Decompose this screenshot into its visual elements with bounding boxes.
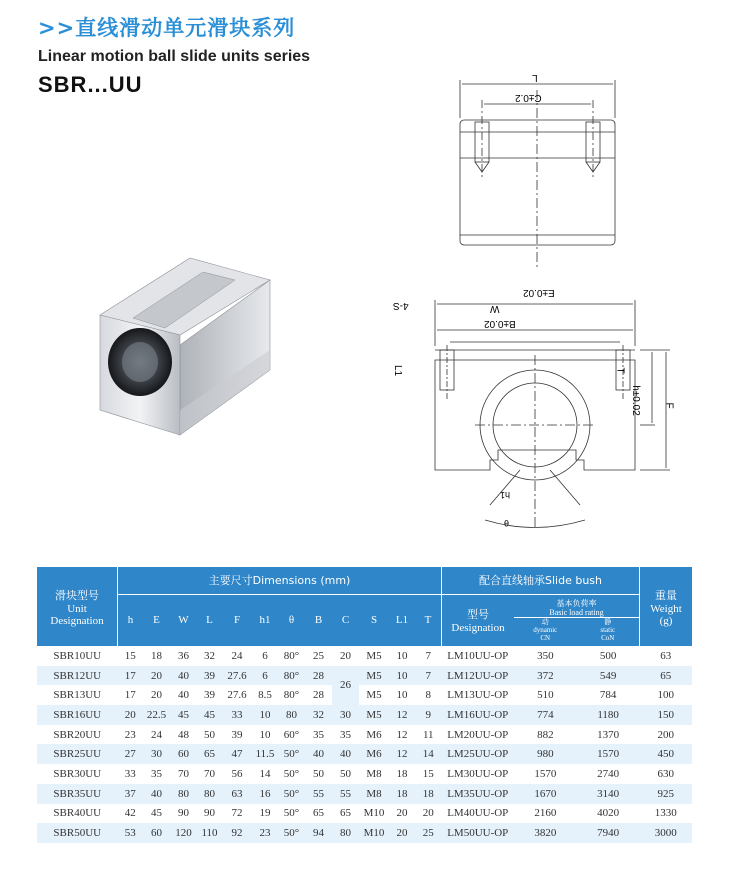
cell-weight: 200 [657,728,674,741]
cell-W: 60 [170,744,197,764]
cell-W: 90 [178,807,189,820]
label-theta: θ [504,518,510,528]
cell-B: 50 [313,767,324,780]
cell-B: 28 [313,689,324,702]
cell-dyn: 350 [537,649,554,662]
cell-F: 39 [231,728,243,741]
cell-L1: 12 [389,705,415,725]
cell-weight: 925 [640,784,693,804]
cell-C: 26 [332,666,359,705]
cell-S: M10 [363,807,385,820]
label-E: E±0.02 [523,287,555,298]
col-static: 静 static CoN [600,617,616,642]
cell-L1: 18 [389,784,415,804]
cell-weight: 65 [640,666,693,686]
cell-stat: 784 [599,689,617,702]
cell-S: M8 [359,784,389,804]
cell-h: 17 [118,666,144,686]
cell-E: 35 [151,767,162,780]
cell-W: 36 [178,649,189,662]
cell-bush: LM12UU-OP [442,666,515,686]
cell-L1: 12 [396,728,408,741]
cell-h: 42 [124,807,136,820]
cell-theta: 50° [278,823,305,843]
cell-weight: 450 [640,744,693,764]
table-row [37,646,692,666]
cell-dyn: 3820 [514,823,577,843]
col-unit: 滑块型号 Unit Designation [37,567,118,646]
cell-L1: 20 [389,823,415,843]
col-bush-designation: 型号 Designation [442,594,515,646]
col-C: C [332,594,359,646]
cell-L: 39 [197,666,222,686]
cell-L1: 10 [396,689,408,702]
cell-h1: 6 [252,666,278,686]
cell-stat: 1570 [577,744,640,764]
cell-T: 20 [422,807,434,820]
cell-B: 55 [305,784,332,804]
cell-dyn: 882 [537,728,554,741]
cell-E: 45 [151,807,162,820]
cell-dyn: 510 [537,689,554,702]
cell-h: 23 [124,728,136,741]
group-dimensions: 主要尺寸Dimensions (mm) [118,567,442,594]
label-W: W [490,303,500,314]
cell-h1: 10 [259,728,271,741]
cell-B: 35 [313,728,324,741]
table-row [37,784,692,804]
cell-theta: 80 [278,705,305,725]
cell-unit: SBR40UU [53,807,102,820]
cell-weight: 1330 [654,807,677,820]
cell-E: 24 [151,728,162,741]
cell-B: 65 [313,807,324,820]
cell-unit: SBR12UU [37,666,118,686]
col-load-rating: 基本负荷率 Basic load rating 动 dynamic CN 静 static CoN [514,594,640,646]
cell-L: 32 [204,649,215,662]
cell-S: M5 [359,666,389,686]
table-row [37,823,692,843]
cell-L1: 12 [389,744,415,764]
table-row [37,685,692,705]
title-english: Linear motion ball slide units series [38,48,311,65]
cell-S: M6 [359,744,389,764]
slide-unit-photo [85,250,295,440]
cell-F: 33 [222,705,252,725]
label-h1: h1 [500,490,511,500]
cell-h1: 23 [252,823,278,843]
cell-W: 40 [178,689,189,702]
cell-h1: 14 [259,767,271,780]
col-theta: θ [278,594,305,646]
cell-theta: 80° [283,649,300,662]
cell-h: 17 [124,689,136,702]
cell-h: 37 [118,784,144,804]
cell-unit: SBR35UU [37,784,118,804]
cell-C: 80 [332,823,359,843]
cell-C: 50 [340,767,351,780]
cell-F: 27.6 [222,666,252,686]
cell-stat: 549 [577,666,640,686]
col-h: h [118,594,144,646]
cell-theta: 50° [283,767,300,780]
label-h: h±0.02 [629,385,641,416]
cell-theta: 50° [278,744,305,764]
cell-C: 40 [332,744,359,764]
label-L-top: L [532,72,538,83]
cell-dyn: 372 [514,666,577,686]
table-row [37,705,692,725]
col-h1: h1 [252,594,278,646]
cell-dyn: 1570 [534,767,557,780]
cell-stat: 2740 [597,767,620,780]
cell-unit: SBR25UU [37,744,118,764]
cell-bush: LM25UU-OP [442,744,515,764]
cell-W: 120 [170,823,197,843]
cell-dyn: 1670 [514,784,577,804]
cell-dyn: 774 [514,705,577,725]
cell-T: 25 [415,823,442,843]
cell-h: 53 [118,823,144,843]
cell-unit: SBR50UU [37,823,118,843]
cell-T: 11 [422,728,434,741]
cell-L: 80 [197,784,222,804]
cell-theta: 50° [283,807,300,820]
cell-F: 92 [222,823,252,843]
cell-W: 40 [170,666,197,686]
cell-E: 20 [143,666,170,686]
cell-h1: 16 [252,784,278,804]
cell-S: M5 [359,705,389,725]
group-bush: 配合直线轴承Slide bush [442,567,640,594]
cell-L: 39 [204,689,215,702]
cell-E: 20 [151,689,162,702]
table-row [37,764,692,784]
cell-E: 40 [143,784,170,804]
cell-theta: 60° [283,728,300,741]
cell-B: 28 [305,666,332,686]
col-W: W [170,594,197,646]
cell-T: 8 [425,689,431,702]
cell-F: 24 [231,649,243,662]
cell-S: M5 [366,649,382,662]
cell-h1: 11.5 [252,744,278,764]
cell-bush: LM35UU-OP [442,784,515,804]
cell-S: M5 [366,689,382,702]
cell-E: 30 [143,744,170,764]
cell-L: 45 [197,705,222,725]
cell-theta: 50° [278,784,305,804]
cell-T: 7 [425,649,431,662]
cell-unit: SBR30UU [53,767,102,780]
cell-bush: LM13UU-OP [447,689,509,702]
cell-T: 14 [415,744,442,764]
cell-L1: 20 [396,807,408,820]
cell-B: 32 [305,705,332,725]
cell-B: 94 [305,823,332,843]
cell-h1: 10 [252,705,278,725]
cell-S: M8 [366,767,382,780]
cell-theta: 80° [278,666,305,686]
cell-bush: LM20UU-OP [447,728,509,741]
col-E: E [143,594,170,646]
cell-E: 22.5 [143,705,170,725]
cell-h1: 8.5 [258,689,272,702]
title-chinese: >>直线滑动单元滑块系列 [38,16,296,40]
cell-bush: LM16UU-OP [442,705,515,725]
label-4S: 4-S [393,300,409,311]
cell-weight: 3000 [640,823,693,843]
cell-C: 35 [340,728,351,741]
cell-W: 70 [178,767,189,780]
col-S: S [359,594,389,646]
cell-E: 60 [143,823,170,843]
cell-dyn: 980 [514,744,577,764]
cell-stat: 1370 [597,728,620,741]
cell-weight: 100 [657,689,674,702]
cell-dyn: 2160 [534,807,557,820]
cell-unit: SBR13UU [53,689,102,702]
cell-L: 50 [204,728,215,741]
cell-h: 33 [124,767,136,780]
cell-F: 27.6 [227,689,247,702]
col-L: L [197,594,222,646]
cell-weight: 150 [640,705,693,725]
table-row [37,804,692,824]
cell-bush: LM40UU-OP [447,807,509,820]
cell-W: 48 [178,728,189,741]
cell-T: 15 [422,767,434,780]
model-series: SBR...UU [38,72,143,97]
cell-stat: 4020 [597,807,620,820]
cell-C: 30 [332,705,359,725]
cell-F: 72 [231,807,243,820]
cell-unit: SBR16UU [37,705,118,725]
cell-stat: 1180 [577,705,640,725]
cell-stat: 7940 [577,823,640,843]
cell-h: 15 [124,649,136,662]
cell-W: 45 [170,705,197,725]
cell-unit: SBR10UU [53,649,102,662]
label-F: F [663,402,675,409]
col-B: B [305,594,332,646]
cell-S: M10 [359,823,389,843]
cell-bush: LM50UU-OP [442,823,515,843]
cell-E: 18 [151,649,162,662]
cell-L1: 18 [396,767,408,780]
cell-W: 80 [170,784,197,804]
cell-unit: SBR20UU [53,728,102,741]
cell-C: 55 [332,784,359,804]
cell-F: 56 [231,767,243,780]
label-L1: L1 [392,364,404,377]
cell-L: 65 [197,744,222,764]
cell-stat: 500 [599,649,617,662]
table-row [37,744,692,764]
cell-C: 20 [340,649,351,662]
cell-L: 70 [204,767,215,780]
col-T: T [415,594,442,646]
cell-B: 25 [313,649,324,662]
cell-L1: 10 [389,666,415,686]
label-T: T [614,367,626,374]
cell-h: 20 [118,705,144,725]
cell-bush: LM10UU-OP [447,649,509,662]
cell-L1: 10 [396,649,408,662]
label-B: B±0.02 [484,318,516,329]
cell-weight: 63 [660,649,672,662]
cell-h: 27 [118,744,144,764]
cell-L: 110 [197,823,222,843]
cell-theta: 80° [283,689,300,702]
cell-T: 18 [415,784,442,804]
cell-weight: 630 [657,767,674,780]
cell-F: 47 [222,744,252,764]
cell-B: 40 [305,744,332,764]
cell-L: 90 [204,807,215,820]
cell-T: 9 [415,705,442,725]
col-weight: 重量 Weight (g) [640,567,693,646]
spec-table [37,567,692,843]
cell-F: 63 [222,784,252,804]
cell-stat: 3140 [577,784,640,804]
col-L1: L1 [389,594,415,646]
cell-C: 65 [340,807,351,820]
table-row [37,666,692,686]
cell-h1: 19 [259,807,271,820]
cell-S: M6 [366,728,382,741]
spec-table-body [37,646,692,843]
label-C: C±0.2 [515,92,542,103]
cell-bush: LM30UU-OP [447,767,509,780]
table-row [37,725,692,745]
col-dynamic: 动 dynamic CN [533,617,558,642]
cell-T: 7 [415,666,442,686]
col-F: F [222,594,252,646]
cell-h1: 6 [262,649,268,662]
